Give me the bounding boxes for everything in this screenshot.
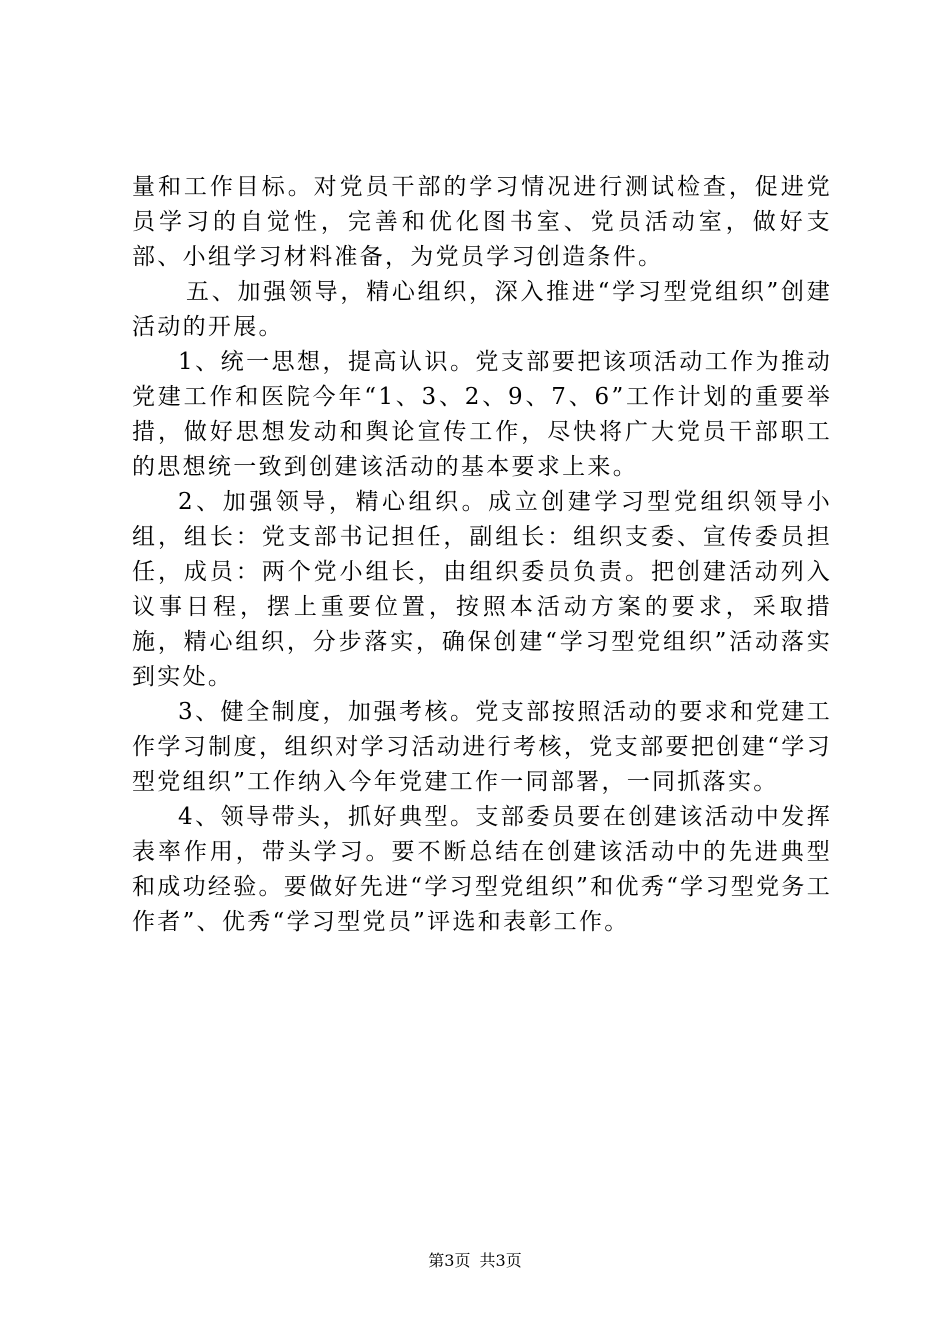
- paragraph-item-1: 1、统一思想，提高认识。党支部要把该项活动工作为推动党建工作和医院今年“1、3、2、9、7、6”工作计划的重要举措，做好思想发动和舆论宣传工作，尽快将广大党员干部职工的思想统一致到创建该活动的基本要求上来。: [132, 349, 832, 480]
- page-footer: [0, 1251, 950, 1271]
- paragraph-item-3: 3、健全制度，加强考核。党支部按照活动的要求和党建工作学习制度，组织对学习活动进行考核，党支部要把创建“学习型党组织”工作纳入今年党建工作一同部署，一同抓落实。: [132, 699, 832, 795]
- document-body: [132, 170, 832, 940]
- section-heading-5: 五、加强领导，精心组织，深入推进“学习型党组织”创建活动的开展。: [132, 279, 832, 340]
- paragraph-item-4: 4、领导带头，抓好典型。支部委员要在创建该活动中发挥表率作用，带头学习。要不断总结在创建该活动中的先进典型和成功经验。要做好先进“学习型党组织”和优秀“学习型党务工作者”、优秀“学习型党员”评选和表彰工作。: [132, 804, 832, 935]
- page-number: 第3页: [428, 1251, 471, 1270]
- paragraph-continuation: 量和工作目标。对党员干部的学习情况进行测试检查，促进党员学习的自觉性，完善和优化图书室、党员活动室，做好支部、小组学习材料准备，为党员学习创造条件。: [132, 174, 832, 270]
- page-total: 共3页: [479, 1251, 522, 1270]
- paragraph-item-2: 2、加强领导，精心组织。成立创建学习型党组织领导小组，组长：党支部书记担任，副组长：组织支委、宣传委员担任，成员：两个党小组长，由组织委员负责。把创建活动列入议事日程，摆上重要位置，按照本活动方案的要求，采取措施，精心组织，分步落实，确保创建“学习型党组织”活动落实到实处。: [132, 489, 832, 690]
